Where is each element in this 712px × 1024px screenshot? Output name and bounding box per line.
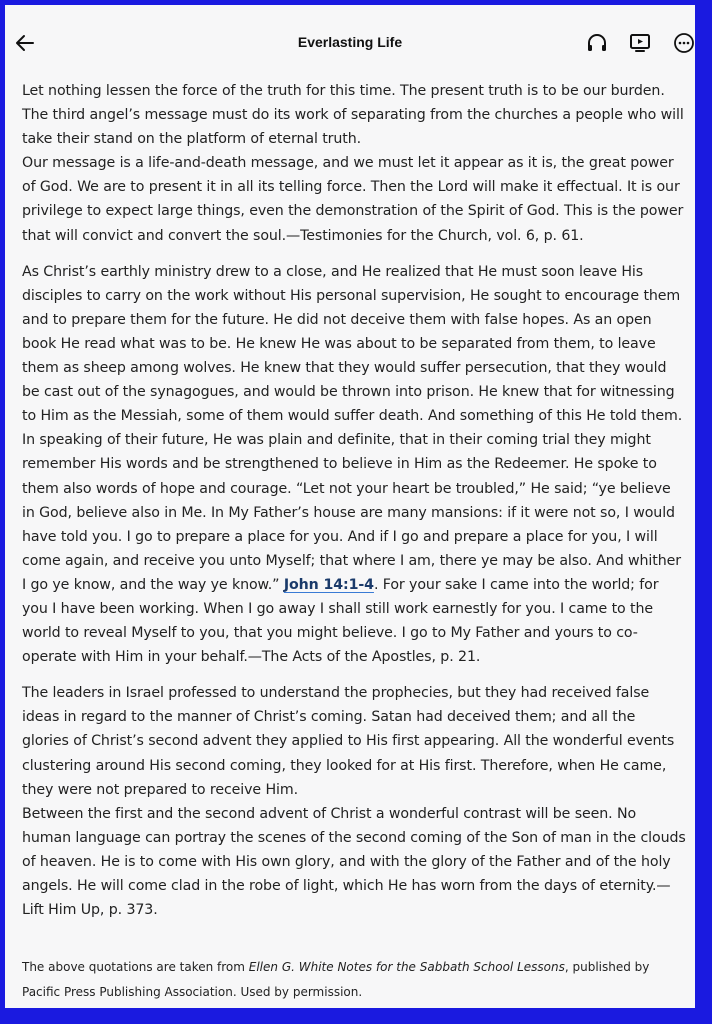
paragraph-text: . For your sake I came into the world; for you I have been working. When I go away I shall still work earnestly for you. I came to the world to reveal Myself to you, that you might believe. I go to My Father and yours to co-operate with Him in your behalf.—The Acts of the Apostles, p. 21. bbox=[22, 576, 659, 666]
paragraph bbox=[22, 260, 686, 670]
paragraph: Our message is a life-and-death message, and we must let it appear as it is, the great power of God. We are to present it in all its telling force. Then the Lord will make it effectual. It is our privilege to expect large things, even the demonstration of the Spirit of God. This is the power that will convict and convert the soul.—Testimonies for the Church, vol. 6, p. 61. bbox=[22, 155, 684, 244]
paragraph: Let nothing lessen the force of the truth for this time. The present truth is to be our burden. The third angel’s message must do its work of separating from the churches a people who will take their stand on the platform of eternal truth. bbox=[22, 83, 684, 148]
more-button[interactable] bbox=[672, 31, 695, 55]
paragraph-text: As Christ’s earthly ministry drew to a close, and He realized that He must soon leave His disciples to carry on the work without His personal supervision, He sought to encourage them and to prepare them for the future. He did not deceive them with false hopes. As an open book He read what was to be. He knew He was about to be separated from them, to leave them as sheep among wolves. He knew that they would suffer persecution, that they would be cast out of the synagogues, and would be thrown into prison. He knew that for witnessing to Him as the Messiah, some of them would suffer death. And something of this He told them. In speaking of their future, He was plain and definite, that in their coming trial they might remember His words and be strengthened to believe in Him as the Redeemer. He spoke to them also words of hope and courage. “Let not your heart be troubled,” He said; “ye believe in God, believe also in Me. In My Father’s house are many mansions: if it were not so, I would have told you. I go to prepare a place for you. And if I go and prepare a place for you, I will come again, and receive you unto Myself; that where I am, there ye may be also. And whither I go ye know, and the way ye know.” bbox=[22, 263, 683, 593]
attribution-prefix: The above quotations are taken from bbox=[22, 960, 249, 974]
paragraph: Between the first and the second advent of Christ a wonderful contrast will be seen. No human language can portray the scenes of the second coming of the Son of man in the clouds of heaven. He is to come with His own glory, and with the glory of the Father and of the holy angels. He will come clad in the robe of light, which He has worn from the days of eternity.—Lift Him Up, p. 373. bbox=[22, 805, 686, 919]
paragraph: The leaders in Israel professed to understand the prophecies, but they had received false ideas in regard to the manner of Christ’s coming. Satan had deceived them; and all the glories of Christ’s second advent they applied to His first appearing. All the wonderful events clustering around His second coming, they looked for at His first. Therefore, when He came, they were not prepared to receive Him. bbox=[22, 685, 675, 798]
top-bar bbox=[5, 5, 695, 75]
headphones-icon bbox=[585, 31, 609, 55]
attribution-book-title: Ellen G. White Notes for the Sabbath School Lessons bbox=[248, 960, 565, 974]
scripture-reference-link[interactable]: John 14:1-4 bbox=[283, 576, 374, 593]
lesson-content bbox=[22, 79, 686, 922]
more-circle-icon bbox=[672, 31, 695, 55]
reader-screen bbox=[5, 5, 695, 1008]
play-screen-icon bbox=[628, 31, 652, 55]
video-button[interactable] bbox=[628, 31, 652, 55]
attribution-note bbox=[22, 955, 686, 1005]
listen-button[interactable] bbox=[585, 31, 609, 55]
attribution-suffix: , published by Pacific Press Publishing Association. Used by permission. bbox=[22, 960, 650, 999]
page-title: Everlasting Life bbox=[297, 34, 403, 50]
